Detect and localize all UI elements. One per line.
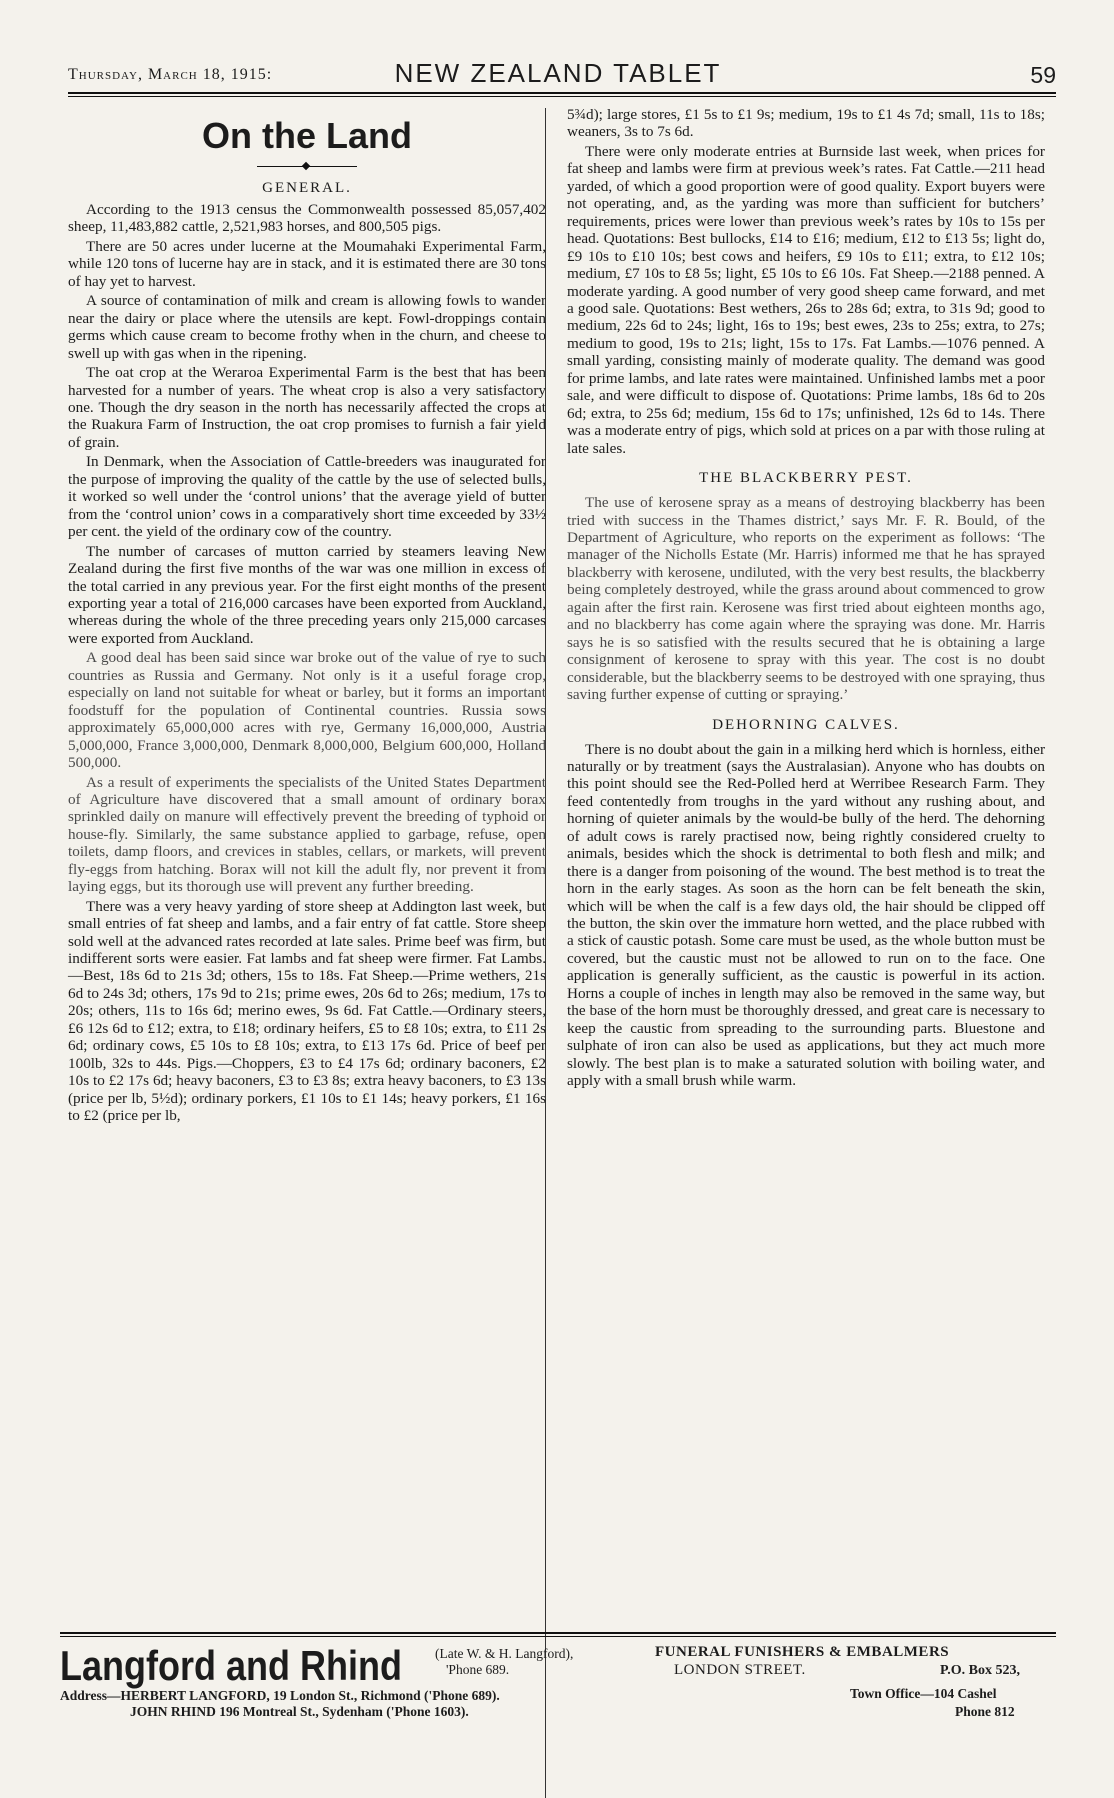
ad-street: LONDON STREET. bbox=[674, 1662, 806, 1678]
article-paragraph: There were only moderate entries at Burnside last week, when prices for fat sheep and lambs were firm at previous week’s rates. Fat Cattle.—211 head yarded, of which a good proportion were of good quality. Export buyers were not operating, and, as the yarding was more than sufficient for butchers’ requirements, prices were lower than previous week’s rates by 10s to 15s per head. Quotations: Best bullocks, £14 to £16; medium, £12 to £13 5s; light do, £9 10s to £10 10s; best cows and heifers, £9 10s to £11; extra, to £12 10s; medium, £7 10s to £8 5s; light, £5 10s to £6 10s. Fat Sheep.—2188 penned. A moderate yarding. A good number of very good sheep came forward, and met a good sale. Quotations: Best wethers, 26s to 28s 6d; extra, to 31s 9d; good to medium, 22s 6d to 24s; light, 16s to 19s; best ewes, 23s to 25s; extra, to 27s; medium to good, 19s to 21s; light, 15s to 17s. Fat Lambs.—1076 penned. A small yarding, consisting mainly of moderate quality. The demand was good for prime lambs, and late rates were maintained. Unfinished lambs met a poor sale, and were difficult to dispose of. Quotations: Prime lambs, 18s 6d to 20s 6d; extra, to 25s 6d; medium, 15s 6d to 17s; unfinished, 12s 6d to 14s. There was a moderate entry of pigs, which sold at prices on a par with those ruling at late sales. bbox=[567, 142, 1045, 457]
article-paragraph: 5¾d); large stores, £1 5s to £1 9s; medium, 19s to £1 4s 7d; small, 11s to 18s; weaners, 3s to 7s 6d. bbox=[567, 106, 1045, 141]
ad-top-rule bbox=[60, 1632, 1056, 1634]
ad-town-office: Town Office—104 Cashel bbox=[850, 1686, 997, 1701]
article-paragraph: There was a very heavy yarding of store sheep at Addington last week, but small entries of fat sheep and lambs, and a fair entry of fat cattle. Store sheep sold well at the advanced rates recorded at late sales. Prime beef was firm, but indifferent sorts were easier. Fat lambs and fat sheep were firmer. Fat Lambs.—Best, 18s 6d to 21s 3d; others, 15s to 18s. Fat Sheep.—Prime wethers, 21s 6d to 24s 3d; others, 17s 9d to 21s; prime ewes, 20s 6d to 26s; medium, 17s to 20s; others, 11s to 16s 6d; merino ewes, 9s 6d. Fat Cattle.—Ordinary steers, £6 12s 6d to £12; extra, to £18; ordinary heifers, £5 to £8 10s; extra, to £11 2s 6d; ordinary cows, £5 10s to £8 10s; extra, to £13 17s 6d. Price of beef per 100lb, 32s to 44s. Pigs.—Choppers, £3 to £4 17s 6d; ordinary baconers, £2 10s to £2 17s 6d; heavy baconers, £3 to £3 8s; extra heavy baconers, to £3 13s (price per lb, 5½d); ordinary porkers, £1 10s to £1 14s; heavy porkers, £1 16s to £2 (price per lb, bbox=[68, 897, 546, 1125]
running-header bbox=[68, 58, 1056, 90]
article-paragraph: The use of kerosene spray as a means of destroying blackberry has been tried with success in the Thames district,’ says Mr. F. R. Bould, of the Department of Agriculture, who reports on the experiment as follows: ‘The manager of the Nicholls Estate (Mr. Harris) informed me that he has sprayed blackberry with kerosene, undiluted, with the very best results, the blackberry being completely destroyed, while the grass around about commenced to grow again after the first rain. Kerosene was first tried about eighteen months ago, and no blackberry has come again where the spraying was done. Mr. Harris says he is so satisfied with the results secured that he is obtaining a large consignment of kerosene to spray with this year. The cost is no doubt considerable, but the blackberry seems to be destroyed with one spraying, thus saving further expense of cutting or spraying.’ bbox=[567, 494, 1045, 704]
ad-po-box: P.O. Box 523, bbox=[940, 1663, 1020, 1678]
ad-late-note: (Late W. & H. Langford), bbox=[435, 1646, 574, 1661]
ad-phone: 'Phone 689. bbox=[446, 1662, 510, 1677]
header-rule bbox=[68, 92, 1056, 97]
article-paragraph: There are 50 acres under lucerne at the Moumahaki Experimental Farm, while 120 tons of lucerne hay are in stack, and it is estimated there are 30 tons of hay yet to harvest. bbox=[68, 237, 546, 290]
subheading-general: GENERAL. bbox=[262, 180, 352, 196]
ad-brand-name: Langford and Rhind bbox=[60, 1642, 402, 1690]
article-paragraph: The number of carcases of mutton carried by steamers leaving New Zealand during the first five months of the war was one million in excess of the total carried in any previous year. For the first eight months of the present exporting year a total of 216,000 carcases have been exported from Auckland, whereas during the whole of the three preceding years only 215,000 carcases were exported from Auckland. bbox=[68, 542, 546, 647]
ad-address: Address—HERBERT LANGFORD, 19 London St., Richmond ('Phone 689). bbox=[60, 1688, 500, 1703]
ornament-rule bbox=[257, 166, 357, 171]
ad-town-phone: Phone 812 bbox=[955, 1704, 1015, 1719]
right-column bbox=[567, 106, 1045, 1092]
dehorning-calves-heading: DEHORNING CALVES. bbox=[712, 716, 900, 733]
issue-date: Thursday, March 18, 1915: bbox=[68, 66, 273, 83]
page-number: 59 bbox=[1030, 62, 1056, 88]
article-paragraph: There is no doubt about the gain in a milking herd which is hornless, either naturally or by treatment (says the Australasian). Anyone who has doubts on this point should see the Red-Polled herd at Werribee Research Farm. They feed contentedly from troughs in the yard without any rushing about, and horning of quieter animals by the would-be bully of the herd. The dehorning of adult cows is rarely practised now, being rightly considered cruelty to animals, besides which the shock is detrimental to both flesh and milk; and there is a danger from poisoning of the wound. The best method is to treat the horn in the early stages. As soon as the horn can be felt beneath the skin, which will be when the calf is a few days old, the hair should be clipped off the button, the skin over the immature horn wetted, and the place rubbed with a stick of caustic potash. Some care must be used, as the whole button must be covered, but the caustic must not be allowed to run on to the face. One application is generally sufficient, as the caustic is powerful in its action. Horns a couple of inches in length may also be removed in the same way, but the base of the horn must be thoroughly dressed, and great care is necessary to keep the caustic from spreading to the surrounding parts. Bluestone and sulphate of iron can also be used as applications, but they act much more slowly. The best plan is to make a saturated solution with boiling water, and apply with a small brush while warm. bbox=[567, 740, 1045, 1090]
article-paragraph: As a result of experiments the specialists of the United States Department of Agriculture have discovered that a small amount of ordinary borax sprinkled daily on manure will effectively prevent the breeding of typhoid or house-fly. Similarly, the same substance applied to garbage, refuse, open toilets, damp floors, and crevices in stables, cellars, or markets, will prevent fly-eggs from hatching. Borax will not kill the adult fly, nor prevent it from laying eggs, but its thorough use will prevent any further breeding. bbox=[68, 773, 546, 896]
article-paragraph: In Denmark, when the Association of Cattle-breeders was inaugurated for the purpose of improving the quality of the cattle by the use of selected bulls, it worked so well under the ‘control unions’ that the average yield of butter from the ‘control union’ cows in a comparatively short time exceeded by 33½ per cent. the yield of the ordinary cow of the country. bbox=[68, 453, 546, 541]
article-paragraph: According to the 1913 census the Commonwealth possessed 85,057,402 sheep, 11,483,882 cattle, 2,521,983 horses, and 800,505 pigs. bbox=[68, 201, 546, 236]
publication-title: NEW ZEALAND TABLET bbox=[394, 58, 722, 88]
ad-services: FUNERAL FUNISHERS & EMBALMERS bbox=[655, 1644, 950, 1660]
ad-john-rhind: JOHN RHIND 196 Montreal St., Sydenham ('Phone 1603). bbox=[130, 1704, 469, 1719]
article-paragraph: A good deal has been said since war broke out of the value of rye to such countries as Russia and Germany. Not only is it a useful forage crop, especially on land not suitable for wheat or barley, but it forms an important foodstuff for the population of Continental countries. Russia sows approximately 65,000,000 acres with rye, Germany 16,000,000, Austria 5,000,000, France 3,000,000, Denmark 8,000,000, Belgium 600,000, Holland 500,000. bbox=[68, 649, 546, 772]
funeral-advertisement bbox=[60, 1642, 1060, 1719]
article-paragraph: The oat crop at the Weraroa Experimental Farm is the best that has been harvested for a number of years. The wheat crop is also a very satisfactory one. Though the dry season in the north has necessarily affected the crops at the Ruakura Farm of Instruction, the oat crop promises to furnish a fair yield of grain. bbox=[68, 364, 546, 451]
article-paragraph: A source of contamination of milk and cream is allowing fowls to wander near the dairy or place where the utensils are kept. Fowl-droppings contain germs which cause cream to become frothy when in the churn, and cheese to swell up with gas when in the ripening. bbox=[68, 292, 546, 362]
blackberry-pest-heading: THE BLACKBERRY PEST. bbox=[699, 470, 913, 487]
ad-top-rule-thin bbox=[60, 1636, 1056, 1637]
left-column bbox=[68, 108, 546, 1127]
section-title: On the Land bbox=[202, 115, 412, 156]
